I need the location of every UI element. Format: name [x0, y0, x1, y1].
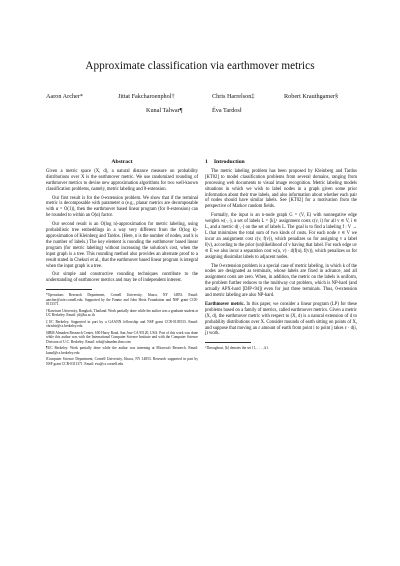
author-name: Jittat Fakcharoenphol† [118, 93, 175, 100]
footnote: †Kasetsart University, Bangkok, Thailand. Work partially done while the author was a graduate student at UC Berkeley. Email: jtf@ku.ac.th [46, 308, 198, 318]
author-name: Éva Tardos‖ [212, 107, 242, 114]
section-number: 1 [205, 159, 208, 165]
intro-paragraph [205, 302, 357, 337]
intro-paragraph: Formally, the input is an n-node graph G = (V, E) with nonnegative edge weights w(·,·), a set of labels L = [k],¹ assignment costs c(v, i) for all v ∈ V, i ∈ L, and a metric d(·,·) on the set of labels L. The goal is to find a labeling f : V → L that minimizes the total sum of two kinds of costs. For each node v ∈ V we incur an assignment cost c(v, f(v)), which penalizes us for assigning v a label f(v), according to the prior (un)likelihood of v having that label. For each edge uv ∈ E we also incur a separation cost w(u, v) · d(f(u), f(v)), which penalizes us for assigning dissimilar labels to adjacent nodes. [205, 213, 357, 260]
intro-paragraph: The metric labeling problem has been proposed by Kleinberg and Tardos [KT02] to model classification problems from several domains, ranging from processing web documents to visual image recognition. Metric labeling models situations in which we wish to label nodes in a graph given some prior information about their true labels, and also information about whether each pair of nodes should have similar labels. See [KT02] for a motivation from the perspective of Markov random fields. [205, 168, 357, 210]
intro-paragraph: The 0-extension problem is a special case of metric labeling, in which k of the nodes are designated as terminals, whose labels are fixed in advance, and all assignment costs are zero. When, in addition, the metric on the labels is uniform, the problem further reduces to the multiway cut problem, which is NP-hard (and actually APX-hard [DJP+94]) even for just three terminals. Thus, 0-extension and metric labeling are also NP-hard. [205, 263, 357, 299]
footnote: ‖Computer Science Department, Cornell University, Ithaca, NY 14853. Research supported in part by NSF grant CCR-0311371. Email: eva@cs.cornell.edu [46, 357, 198, 366]
footnote: ‡UC Berkeley. Supported in part by a GAANN fellowship and NSF grant CCR-0105533. Email: chrishtr@cs.berkeley.edu [46, 319, 198, 329]
introduction-heading [205, 160, 357, 166]
footnote: ¶UC Berkeley. Work partially done while the author was interning at Microsoft Research. Email: kunal@cs.berkeley.edu [46, 346, 198, 355]
abstract-heading: Abstract [111, 159, 133, 165]
footnote-rule [205, 342, 251, 343]
footnote: *Operations Research Department, Cornell University, Ithaca, NY 14853. Email: aarcher@orie.cornell.edu. Supported by the Fannie and John Hertz Foundation and NSF grant CCR-0113371. [46, 293, 198, 307]
left-column [46, 160, 198, 368]
footnote: §IBM Almaden Research Center, 650 Harry Road, San Jose CA 95120, USA. Part of this work was done while this author was with the International Computer Science Institute and with the Computer Science Division of U.C. Berkeley. Email: robi@almaden.ibm.com [46, 330, 198, 344]
abstract-paragraph: Our second result is an O(log n)-approximation for metric labeling, using probabilistic tree embeddings in a way very different from the O(log k)-approximation of Kleinberg and Tardos. (Here, n is the number of nodes, and k is the number of labels.) The key element is rounding the earthmover based linear program (for metric labeling) without increasing the solution's cost, when the input graph is a tree. This rounding method also provides an alternate proof to a result stated in Chekuri et al., that the earthmover based linear program is integral when the input graph is a tree. [46, 222, 198, 269]
runin-text: In this paper, we consider a linear program (LP) for these problems based on a family of metrics, called earthmover metrics. Given a metric (X, d), the earthmover metric with respect to (X, d) is a natural extension of d to probability distributions over X. Consider mounds of earth sitting on points of X, and suppose that moving an ε amount of earth from point i to point j takes ε · d(i, j) work. [205, 301, 358, 337]
paper-title: Approximate classification via earthmover metrics [85, 60, 315, 72]
runin-heading: Earthmover metric. [205, 301, 245, 307]
section-title: Introduction [213, 159, 245, 165]
footnote-rule [46, 289, 92, 290]
author-name: Kunal Talwar¶ [146, 107, 183, 114]
abstract-paragraph: Given a metric space (X, d), a natural distance measure on probability distributions over X is the earthmover metric. We use randomized rounding of earthmover metrics to devise new approximation algorithms for two well-known classification problems, namely, metric labeling and 0-extension. [46, 168, 198, 192]
abstract-paragraph: Our simple and constructive rounding techniques contribute to the understanding of earthmover metrics and may be of independent interest. [46, 272, 198, 284]
author-name: Chris Harrelson‡ [212, 93, 255, 100]
footnote: ¹Throughout, [k] denotes the set {1, . . . , k}. [205, 346, 269, 351]
right-column [205, 160, 357, 353]
author-name: Aaron Archer* [46, 93, 83, 100]
abstract-paragraph: Our first result is for the 0-extension problem. We show that if the terminal metric is decomposable with parameter α (e.g., planar metrics are decomposable with α = O(1)), then the earthmover based linear program (for 0-extension) can be rounded to within an O(α) factor. [46, 195, 198, 219]
author-name: Robert Krauthgamer§ [284, 93, 339, 100]
